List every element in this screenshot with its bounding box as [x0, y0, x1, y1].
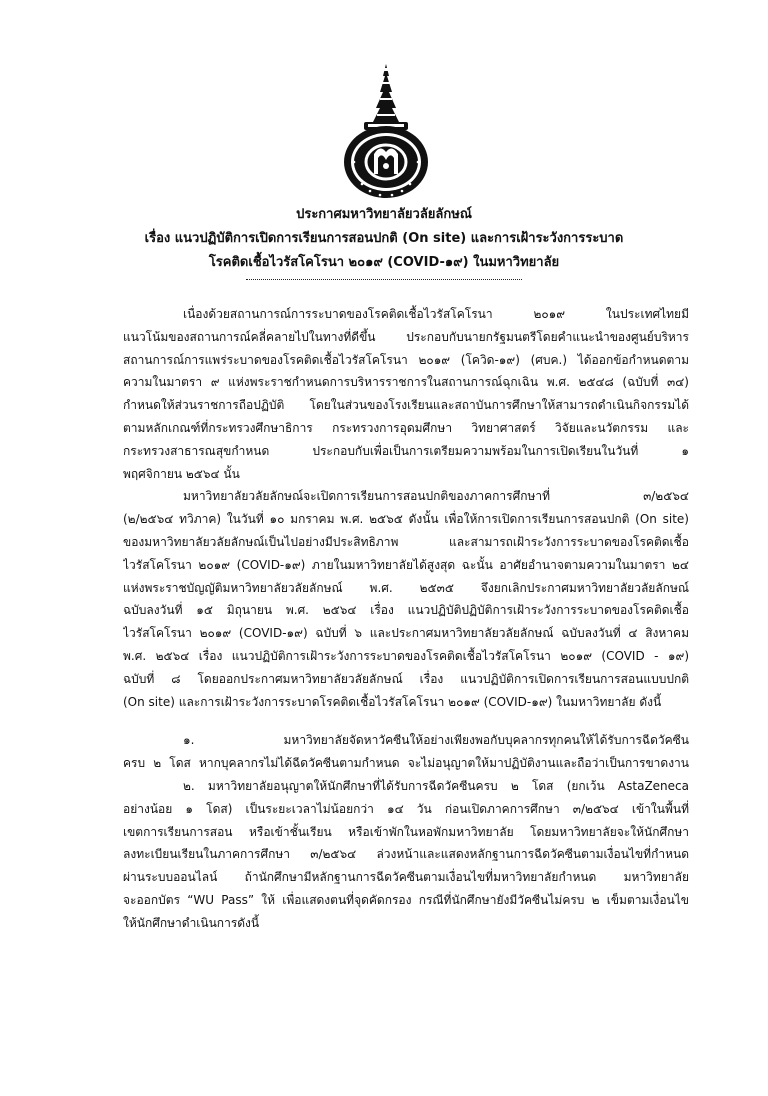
list-item-1: [123, 729, 689, 775]
list-item-2: [123, 775, 689, 935]
text-line: แห่งพระราชบัญญัติมหาวิทยาลัยวลัยลักษณ์ พ.ศ. ๒๕๓๕ จึงยกเลิกประกาศมหาวิทยาลัยวลัยลักษณ์: [123, 580, 689, 595]
announcement-body: [123, 303, 689, 935]
announcement-title: ประกาศมหาวิทยาลัยวลัยลักษณ์: [296, 207, 472, 222]
text-line: มหาวิทยาลัยวลัยลักษณ์จะเปิดการเรียนการสอนปกติของภาคการศึกษาที่ ๓/๒๕๖๔: [183, 489, 689, 504]
text-line: ฉบับที่ ๘ โดยออกประกาศมหาวิทยาลัยวลัยลักษณ์ เรื่อง แนวปฏิบัติการเปิดการเรียนการสอนแบบปกติ: [123, 671, 689, 686]
announcement-header: [40, 203, 728, 275]
paragraph-gap: [123, 713, 689, 729]
text-line: สถานการณ์การแพร่ระบาดของโรคติดเชื้อไวรัสโคโรนา ๒๐๑๙ (โควิด-๑๙) (ศบค.) ได้ออกข้อกำหนดตาม: [123, 352, 689, 367]
paragraph-background: [123, 303, 689, 485]
text-line: กระทรวงสาธารณสุขกำหนด ประกอบกับเพื่อเป็นการเตรียมความพร้อมในการเปิดเรียนในวันที่ ๑: [123, 443, 689, 458]
text-line: (On site) และการเฝ้าระวังการระบาดโรคติดเชื้อไวรัสโคโรนา ๒๐๑๙ (COVID-๑๙) ในมหาวิทยาลัย ดังนี้: [123, 694, 662, 709]
announcement-subject-line-2: โรคติดเชื้อไวรัสโคโรนา ๒๐๑๙ (COVID-๑๙) ในมหาวิทยาลัย: [208, 255, 560, 270]
text-line: ไวรัสโคโรนา ๒๐๑๙ (COVID-๑๙) ฉบับที่ ๖ และประกาศมหาวิทยาลัยวลัยลักษณ์ ฉบับลงวันที่ ๔ สิงหาคม: [123, 626, 689, 641]
text-line: ครบ ๒ โดส หากบุคลากรไม่ได้ฉีดวัคซีนตามกำหนด จะไม่อนุญาตให้มาปฏิบัติงานและถือว่าเป็นการขาดงาน: [123, 756, 689, 771]
text-line: พ.ศ. ๒๕๖๔ เรื่อง แนวปฏิบัติการเฝ้าระวังการระบาดของโรคติดเชื้อไวรัสโคโรนา ๒๐๑๙ (COVID - ๑๙): [123, 648, 689, 663]
announcement-subject-line-1: เรื่อง แนวปฏิบัติการเปิดการเรียนการสอนปกติ (On site) และการเฝ้าระวังการระบาด: [144, 231, 624, 246]
university-seal-logo: [340, 62, 432, 202]
text-line: ของมหาวิทยาลัยวลัยลักษณ์เป็นไปอย่างมีประสิทธิภาพ และสามารถเฝ้าระวังการระบาดของโรคติดเชื้อ: [123, 534, 689, 549]
text-line: เขตการเรียนการสอน หรือเข้าชั้นเรียน หรือเข้าพักในหอพักมหาวิทยาลัย โดยมหาวิทยาลัยจะให้นักศึกษา: [123, 824, 689, 839]
text-line: ลงทะเบียนเรียนในภาคการศึกษา ๓/๒๕๖๔ ล่วงหน้าและแสดงหลักฐานการฉีดวัคซีนตามเงื่อนไขที่กำหนด: [123, 847, 689, 862]
paragraph-reopening: [123, 485, 689, 713]
text-line: ฉบับลงวันที่ ๑๕ มิถุนายน พ.ศ. ๒๕๖๔ เรื่อง แนวปฏิบัติปฏิบัติการเฝ้าระวังการระบาดของโรคติดเชื้อ: [123, 603, 689, 618]
text-line: ผ่านระบบออนไลน์ ถ้านักศึกษามีหลักฐานการฉีดวัคซีนตามเงื่อนไขที่มหาวิทยาลัยกำหนด มหาวิทยาลัย: [123, 870, 689, 885]
text-line: (๒/๒๕๖๔ ทวิภาค) ในวันที่ ๑๐ มกราคม พ.ศ. ๒๕๖๕ ดังนั้น เพื่อให้การเปิดการเรียนการสอนปกติ (On site): [123, 512, 689, 527]
text-line: จะออกบัตร “WU Pass” ให้ เพื่อแสดงตนที่จุดคัดกรอง กรณีที่นักศึกษายังมีวัคซีนไม่ครบ ๒ เข็มตามเงื่อนไข: [123, 892, 689, 907]
text-line: พฤศจิกายน ๒๕๖๔ นั้น: [123, 466, 240, 481]
text-line: แนวโน้มของสถานการณ์คลี่คลายไปในทางที่ดีขึ้น ประกอบกับนายกรัฐมนตรีโดยคำแนะนำของศูนย์บริหาร: [123, 329, 689, 344]
text-line: กำหนดให้ส่วนราชการถือปฏิบัติ โดยในส่วนของโรงเรียนและสถาบันการศึกษาให้สามารถดำเนินกิจกรรมได้: [123, 398, 689, 413]
text-line: ให้นักศึกษาดำเนินการดังนี้: [123, 915, 260, 930]
text-line: เนื่องด้วยสถานการณ์การระบาดของโรคติดเชื้อไวรัสโคโรนา ๒๐๑๙ ในประเทศไทยมี: [183, 307, 689, 321]
text-line: ๒. มหาวิทยาลัยอนุญาตให้นักศึกษาที่ได้รับการฉีดวัคซีนครบ ๒ โดส (ยกเว้น AstaZeneca: [183, 778, 689, 793]
dotted-separator: [246, 279, 522, 280]
text-line: ตามหลักเกณฑ์ที่กระทรวงศึกษาธิการ กระทรวงการอุดมศึกษา วิทยาศาสตร์ วิจัยและนวัตกรรม และ: [123, 420, 689, 435]
text-line: ไวรัสโคโรนา ๒๐๑๙ (COVID-๑๙) ภายในมหาวิทยาลัยได้สูงสุด ฉะนั้น อาศัยอำนาจตามความในมาตรา ๒๔: [123, 557, 689, 572]
text-line: ความในมาตรา ๙ แห่งพระราชกำหนดการบริหารราชการในสถานการณ์ฉุกเฉิน พ.ศ. ๒๕๔๘ (ฉบับที่ ๓๔): [123, 375, 689, 390]
text-line: อย่างน้อย ๑ โดส) เป็นระยะเวลาไม่น้อยกว่า ๑๔ วัน ก่อนเปิดภาคการศึกษา ๓/๒๕๖๔ เข้าในพื้นที่: [123, 801, 689, 816]
text-line: ๑. มหาวิทยาลัยจัดหาวัคซีนให้อย่างเพียงพอกับบุคลากรทุกคนให้ได้รับการฉีดวัคซีน: [183, 733, 689, 748]
